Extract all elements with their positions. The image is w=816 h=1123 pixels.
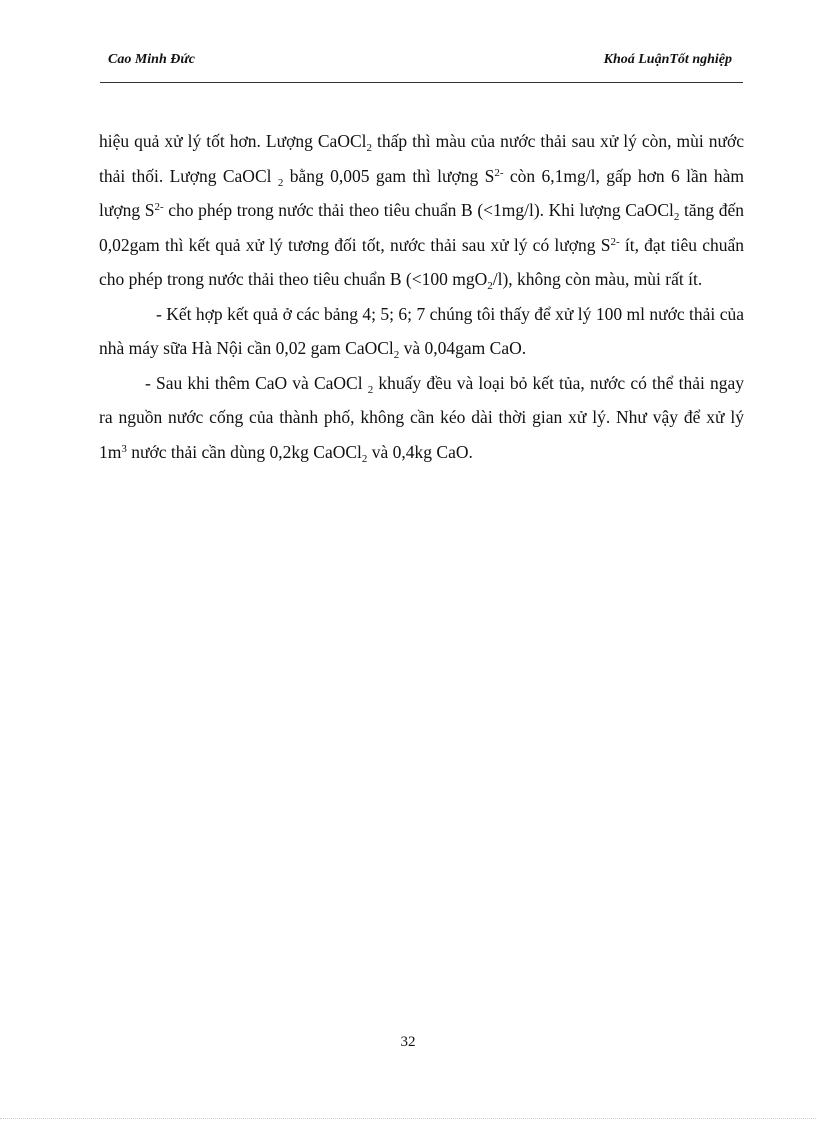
text-run: và 0,04gam CaO. — [399, 338, 527, 358]
text-run: thấp thì màu của nước thải sau xử lý còn, mùi nước thải thối. Lượng CaOCl — [99, 131, 744, 186]
subscript: 2 — [393, 349, 400, 361]
subscript: 2 — [487, 280, 493, 292]
text-run: còn 6,1mg/l, gấp hơn 6 lần hàm lượng S — [99, 165, 744, 220]
text-run: tăng đến 0,02gam thì kết quả xử lý tương đối tốt, nước thải sau xử lý có lượng S — [99, 200, 744, 255]
paragraph-1 — [99, 124, 744, 297]
text-run: nước thải cần dùng 0,2kg CaOCl — [126, 441, 362, 462]
header-author: Cao Minh Đức — [108, 52, 195, 67]
text-run: ít, đạt tiêu chuẩn cho phép trong nước thải theo tiêu chuẩn B (<100 mgO — [99, 234, 744, 289]
superscript: 3 — [121, 442, 127, 455]
text-run: - Kết hợp kết quả ở các bảng 4; 5; 6; 7 chúng tôi thấy để xử lý 100 ml nước thải của nhà máy sữa Hà Nội cần 0,02 gam CaOCl — [99, 303, 744, 358]
page-header — [108, 52, 732, 74]
superscript: 2- — [610, 235, 620, 248]
subscript: 2 — [367, 383, 374, 396]
superscript: 2- — [154, 201, 164, 213]
subscript: 2 — [361, 452, 368, 465]
bottom-divider — [0, 1118, 816, 1119]
paragraph-3 — [99, 366, 744, 470]
subscript: 2 — [673, 211, 680, 223]
text-run: - Sau khi thêm CaO và CaOCl — [145, 372, 368, 393]
text-run: hiệu quả xử lý tốt hơn. Lượng CaOCl — [99, 131, 367, 151]
subscript: 2 — [277, 176, 284, 189]
subscript: 2 — [366, 142, 372, 154]
text-run: cho phép trong nước thải theo tiêu chuẩn B (<1mg/l). Khi lượng CaOCl — [163, 200, 674, 220]
paragraph-2 — [99, 297, 744, 366]
page-number: 32 — [400, 1034, 416, 1050]
text-run: /l), không còn màu, mùi rất ít. — [492, 269, 703, 289]
text-run: khuấy đều và loại bỏ kết tủa, nước có thể thải ngay ra nguồn nước cống của thành phố, không cần kéo dài thời gian xử lý. Như vậy để xử lý 1m — [99, 372, 744, 462]
header-title: Khoá LuậnTốt nghiệp — [603, 52, 732, 67]
text-run: bằng 0,005 gam thì lượng S — [283, 165, 495, 186]
text-run: và 0,4kg CaO. — [367, 441, 473, 462]
body-text — [99, 124, 744, 469]
superscript: 2- — [494, 166, 504, 179]
header-divider — [100, 82, 743, 83]
